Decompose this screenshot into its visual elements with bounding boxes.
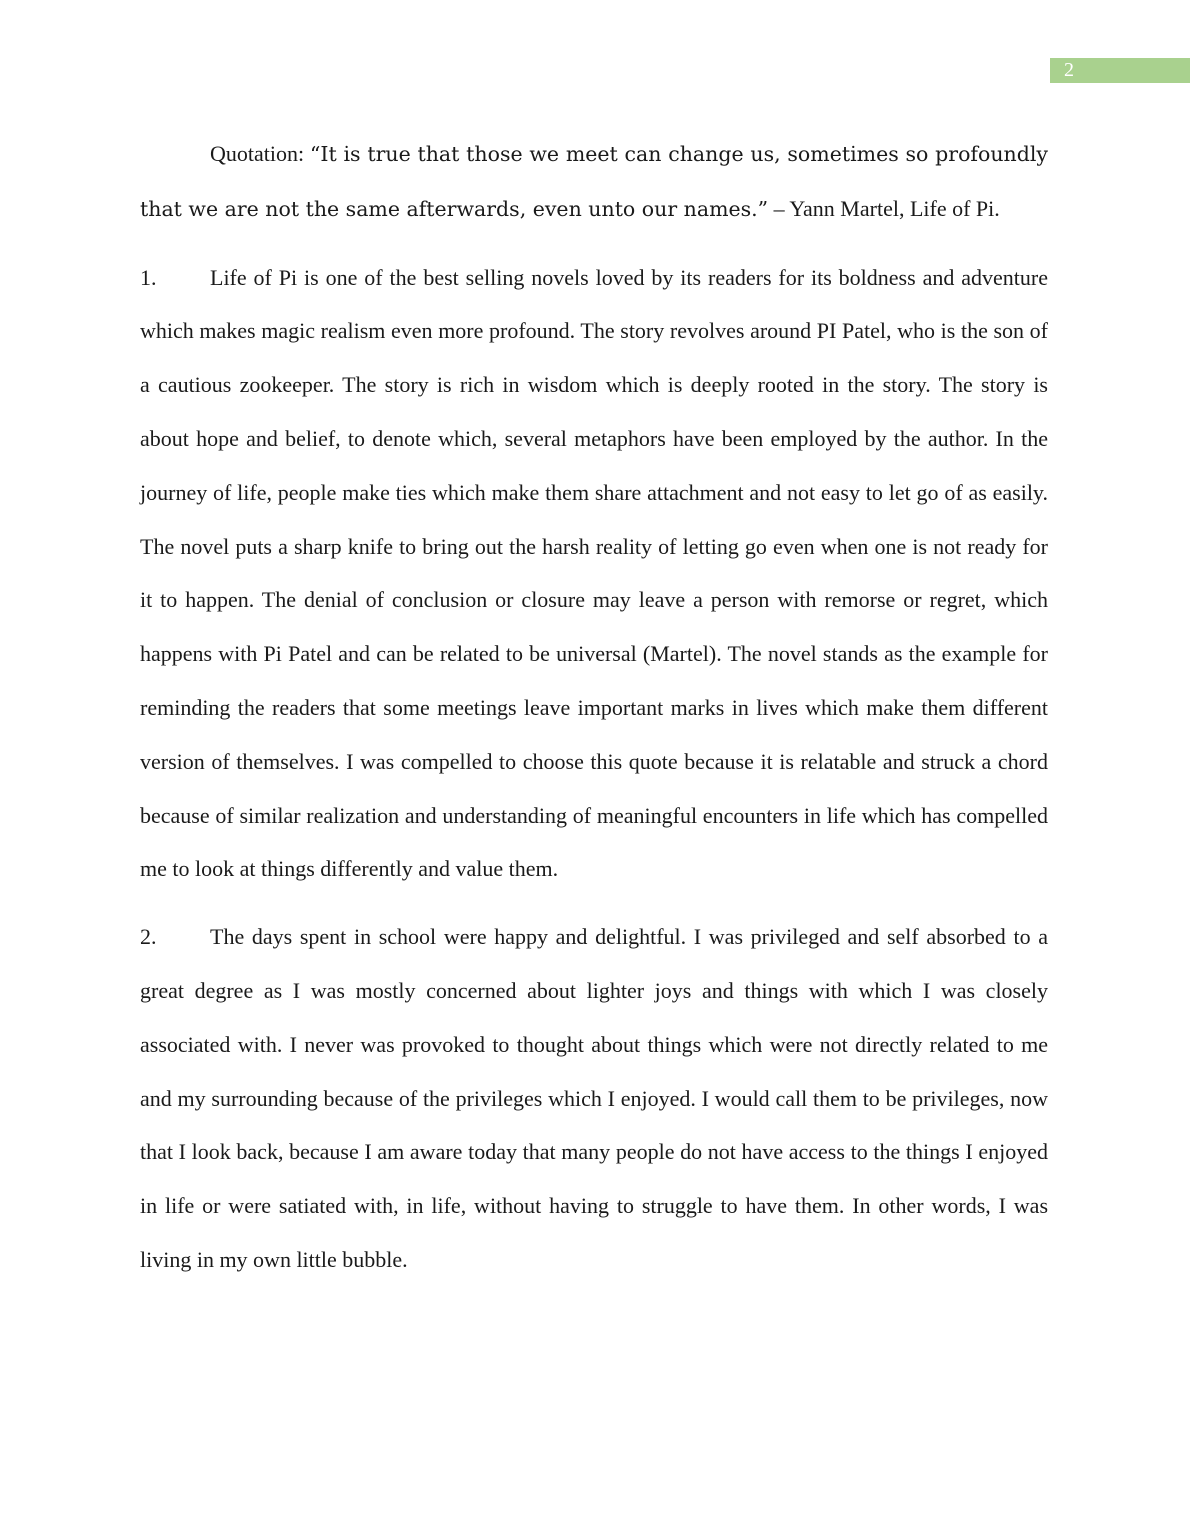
quotation-paragraph bbox=[140, 127, 1048, 237]
numbered-paragraph-2 bbox=[140, 910, 1048, 1287]
paragraph-text: Life of Pi is one of the best selling novels loved by its readers for its boldness and adventure which makes magic realism even more profound. The story revolves around PI Patel, who is the son of a cautious zookeeper. The story is rich in wisdom which is deeply rooted in the story. The story is about hope and belief, to denote which, several metaphors have been employed by the author. In the journey of life, people make ties which make them share attachment and not easy to let go of as easily. The novel puts a sharp knife to bring out the harsh reality of letting go even when one is not ready for it to happen. The denial of conclusion or closure may leave a person with remorse or regret, which happens with Pi Patel and can be related to be universal (Martel). The novel stands as the example for reminding the readers that some meetings leave important marks in lives which make them different version of themselves. I was compelled to choose this quote because it is relatable and struck a chord because of similar realization and understanding of meaningful encounters in life which has compelled me to look at things differently and value them. bbox=[140, 264, 1048, 882]
page-number: 2 bbox=[1064, 59, 1074, 81]
document-body bbox=[140, 127, 1048, 1301]
numbered-paragraph-1 bbox=[140, 251, 1048, 897]
quotation-text: “It is true that those we meet can change us, sometimes so profoundly that we are not the same afterwards, even unto our names.” bbox=[140, 142, 1049, 221]
paragraph-number: 1. bbox=[140, 264, 157, 290]
paragraph-text: The days spent in school were happy and delightful. I was privileged and self absorbed to a great degree as I was mostly concerned about lighter joys and things with which I was closely associated with. I never was provoked to thought about things which were not directly related to me and my surrounding because of the privileges which I enjoyed. I would call them to be privileges, now that I look back, because I am aware today that many people do not have access to the things I enjoyed in life or were satiated with, in life, without having to struggle to have them. In other words, I was living in my own little bubble. bbox=[140, 924, 1048, 1272]
quotation-label: Quotation: bbox=[210, 141, 310, 166]
page-number-bar bbox=[1050, 58, 1190, 83]
paragraph-number: 2. bbox=[140, 924, 157, 950]
quotation-attribution: – Yann Martel, Life of Pi. bbox=[768, 195, 1000, 221]
